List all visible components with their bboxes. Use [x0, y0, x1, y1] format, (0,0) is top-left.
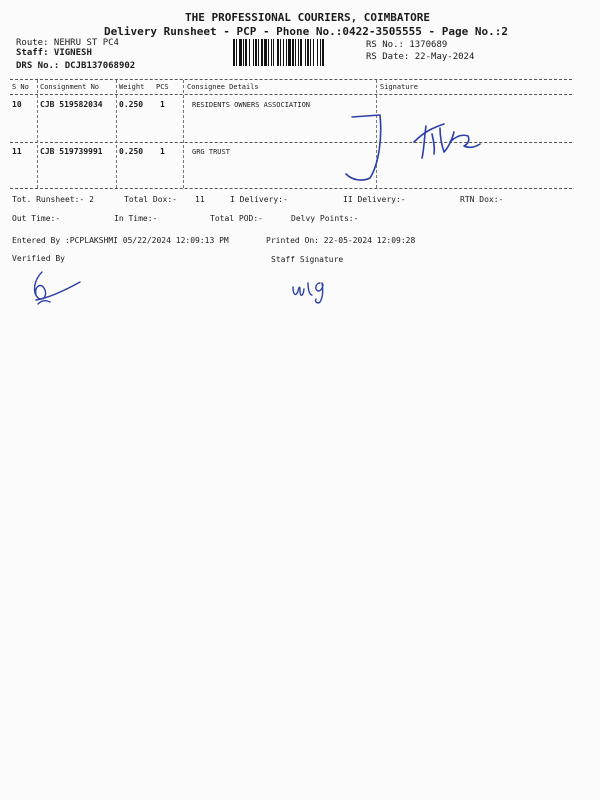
staff-label: Staff: VIGNESH: [16, 48, 92, 58]
verified-by-label: Verified By: [12, 254, 65, 263]
col-divider: [183, 80, 184, 188]
total-dox-value: 11: [195, 195, 205, 204]
company-name: THE PROFESSIONAL COURIERS, COIMBATORE: [185, 11, 431, 24]
col-header-signature: Signature: [380, 83, 418, 91]
out-time: Out Time:-: [12, 214, 61, 223]
row-consignee: RESIDENTS OWNERS ASSOCIATION: [192, 101, 311, 109]
delvy-points: Delvy Points:-: [291, 214, 359, 223]
row-sno: 11: [12, 147, 22, 156]
col-divider: [37, 80, 38, 188]
runsheet-title: Delivery Runsheet - PCP - Phone No.:0422-3505555 - Page No.:2: [104, 25, 508, 38]
table-header-rule: [10, 94, 572, 95]
in-time: In Time:-: [114, 214, 158, 223]
handwritten-signature: [340, 112, 490, 184]
staff-signature: [290, 275, 340, 305]
row-pcs: 1: [160, 100, 165, 109]
printed-on: Printed On: 22-05-2024 12:09:28: [266, 236, 416, 245]
col-header-consignment: Consignment No: [40, 83, 100, 91]
rs-number: RS No.: 1370689: [366, 40, 448, 50]
col-header-weight: Weight: [119, 83, 145, 91]
entered-by: Entered By :PCPLAKSHMI 05/22/2024 12:09:13 PM: [12, 236, 229, 245]
row-consignee: GRG TRUST: [192, 148, 230, 156]
col-header-sno: S No: [12, 83, 29, 91]
staff-signature-label: Staff Signature: [271, 255, 344, 264]
row-sno: 10: [12, 100, 22, 109]
rtn-dox: RTN Dox:-: [460, 195, 504, 204]
total-dox-label: Total Dox:-: [124, 195, 177, 204]
tot-runsheet: Tot. Runsheet:- 2: [12, 195, 94, 204]
col-divider: [116, 80, 117, 188]
table-bottom-rule: [10, 188, 572, 189]
col-header-consignee: Consignee Details: [187, 83, 259, 91]
route-label: Route: NEHRU ST PC4: [16, 38, 119, 48]
row-consignment: CJB 519739991: [40, 147, 103, 156]
verified-signature: [28, 270, 88, 310]
drs-number: DRS No.: DCJB137068902: [16, 61, 136, 71]
total-pod: Total POD:-: [210, 214, 263, 223]
barcode: [233, 39, 361, 66]
table-top-rule: [10, 79, 572, 80]
row-weight: 0.250: [119, 147, 144, 156]
row-pcs: 1: [160, 147, 165, 156]
row-weight: 0.250: [119, 100, 144, 109]
rs-date: RS Date: 22-May-2024: [366, 52, 475, 62]
row-consignment: CJB 519582034: [40, 100, 103, 109]
ii-delivery: II Delivery:-: [343, 195, 406, 204]
i-delivery: I Delivery:-: [230, 195, 288, 204]
col-header-pcs: PCS: [156, 83, 169, 91]
